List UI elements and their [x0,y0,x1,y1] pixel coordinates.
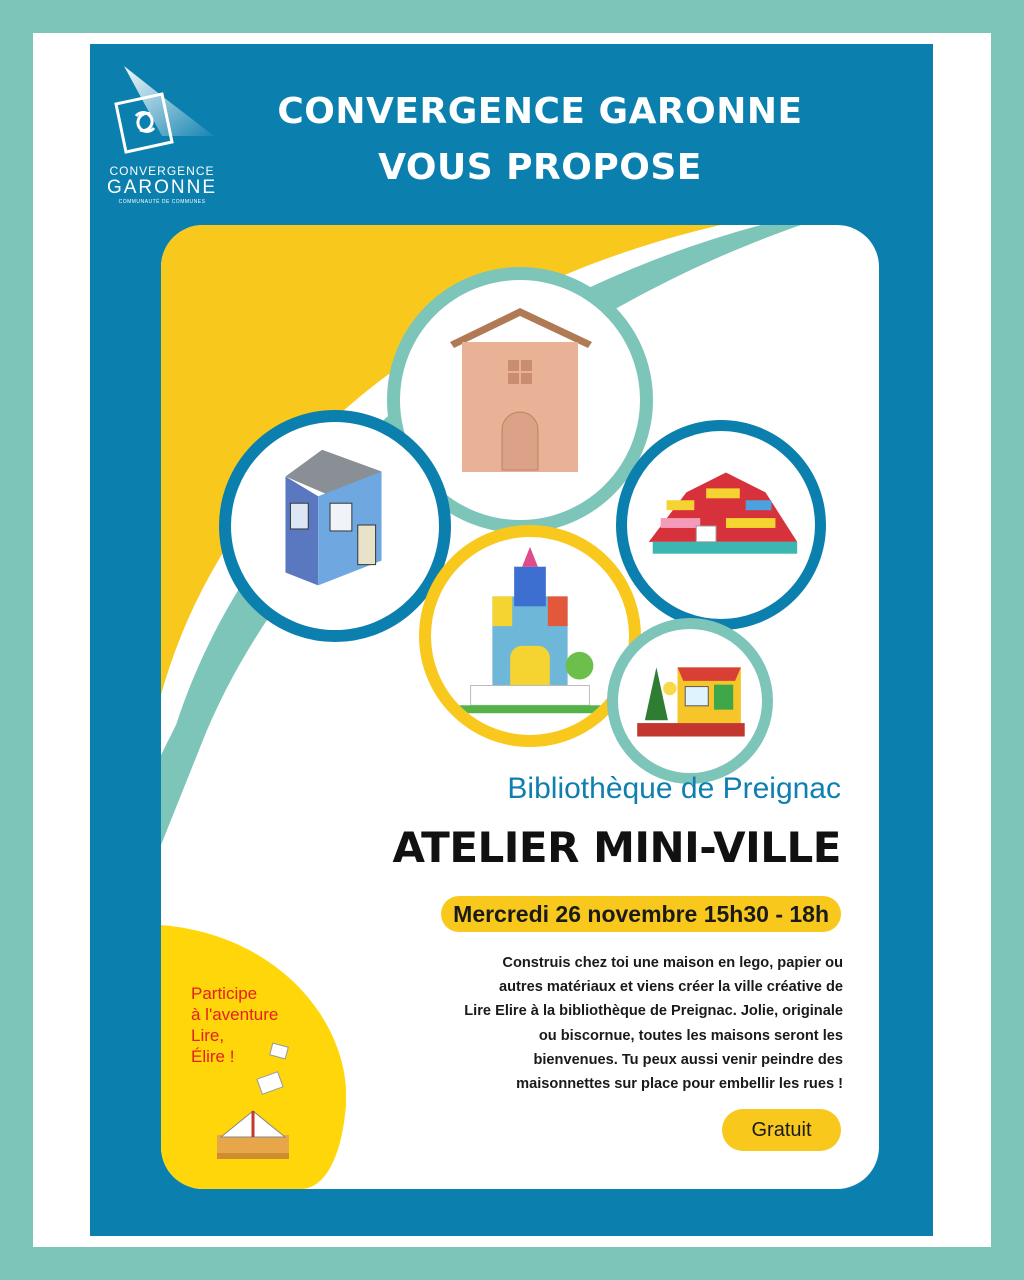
headline-line-1: CONVERGENCE GARONNE [277,91,803,132]
promo-line: à l'aventure [191,1005,279,1024]
photo-paper-house [219,410,451,642]
description-line: Lire Elire à la bibliothèque de Preignac. Jolie, originale [464,1003,843,1020]
logo-line-2: GARONNE [106,177,218,198]
outer-frame [33,33,991,1247]
poster [90,44,933,1236]
price-badge: Gratuit [722,1109,841,1151]
logo-line-1: CONVERGENCE [109,164,215,178]
paper-house-icon [231,422,439,630]
logo-line-3: COMMUNAUTÉ DE COMMUNES [118,199,206,205]
description-line: autres matériaux et viens créer la ville créative de [499,979,843,996]
event-date-pill: Mercredi 26 novembre 15h30 - 18h [441,896,841,932]
description-line: ou biscornue, toutes les maisons seront les [538,1027,843,1044]
lego-house-icon [627,431,815,619]
event-description [401,951,843,1096]
venue-name: Bibliothèque de Preignac [507,772,841,805]
photo-lego-shop [607,618,773,784]
promo-line: Participe [191,984,258,1003]
promo-line: Lire, [191,1026,225,1045]
lire-elire-promo-text [191,983,278,1067]
lego-shop-icon [618,629,762,773]
lego-castle-icon [431,537,629,735]
description-line: Construis chez toi une maison en lego, papier ou [502,955,843,971]
description-line: bienvenues. Tu peux aussi venir peindre des [533,1051,843,1068]
event-title: ATELIER MINI-VILLE [392,823,841,872]
promo-line: Élire ! [191,1047,235,1066]
photo-lego-house [616,420,826,630]
content-card [161,225,879,1189]
headline [200,84,880,196]
description-line: maisonnettes sur place pour embellir les rues ! [516,1076,843,1093]
headline-line-2: VOUS PROPOSE [378,147,702,188]
